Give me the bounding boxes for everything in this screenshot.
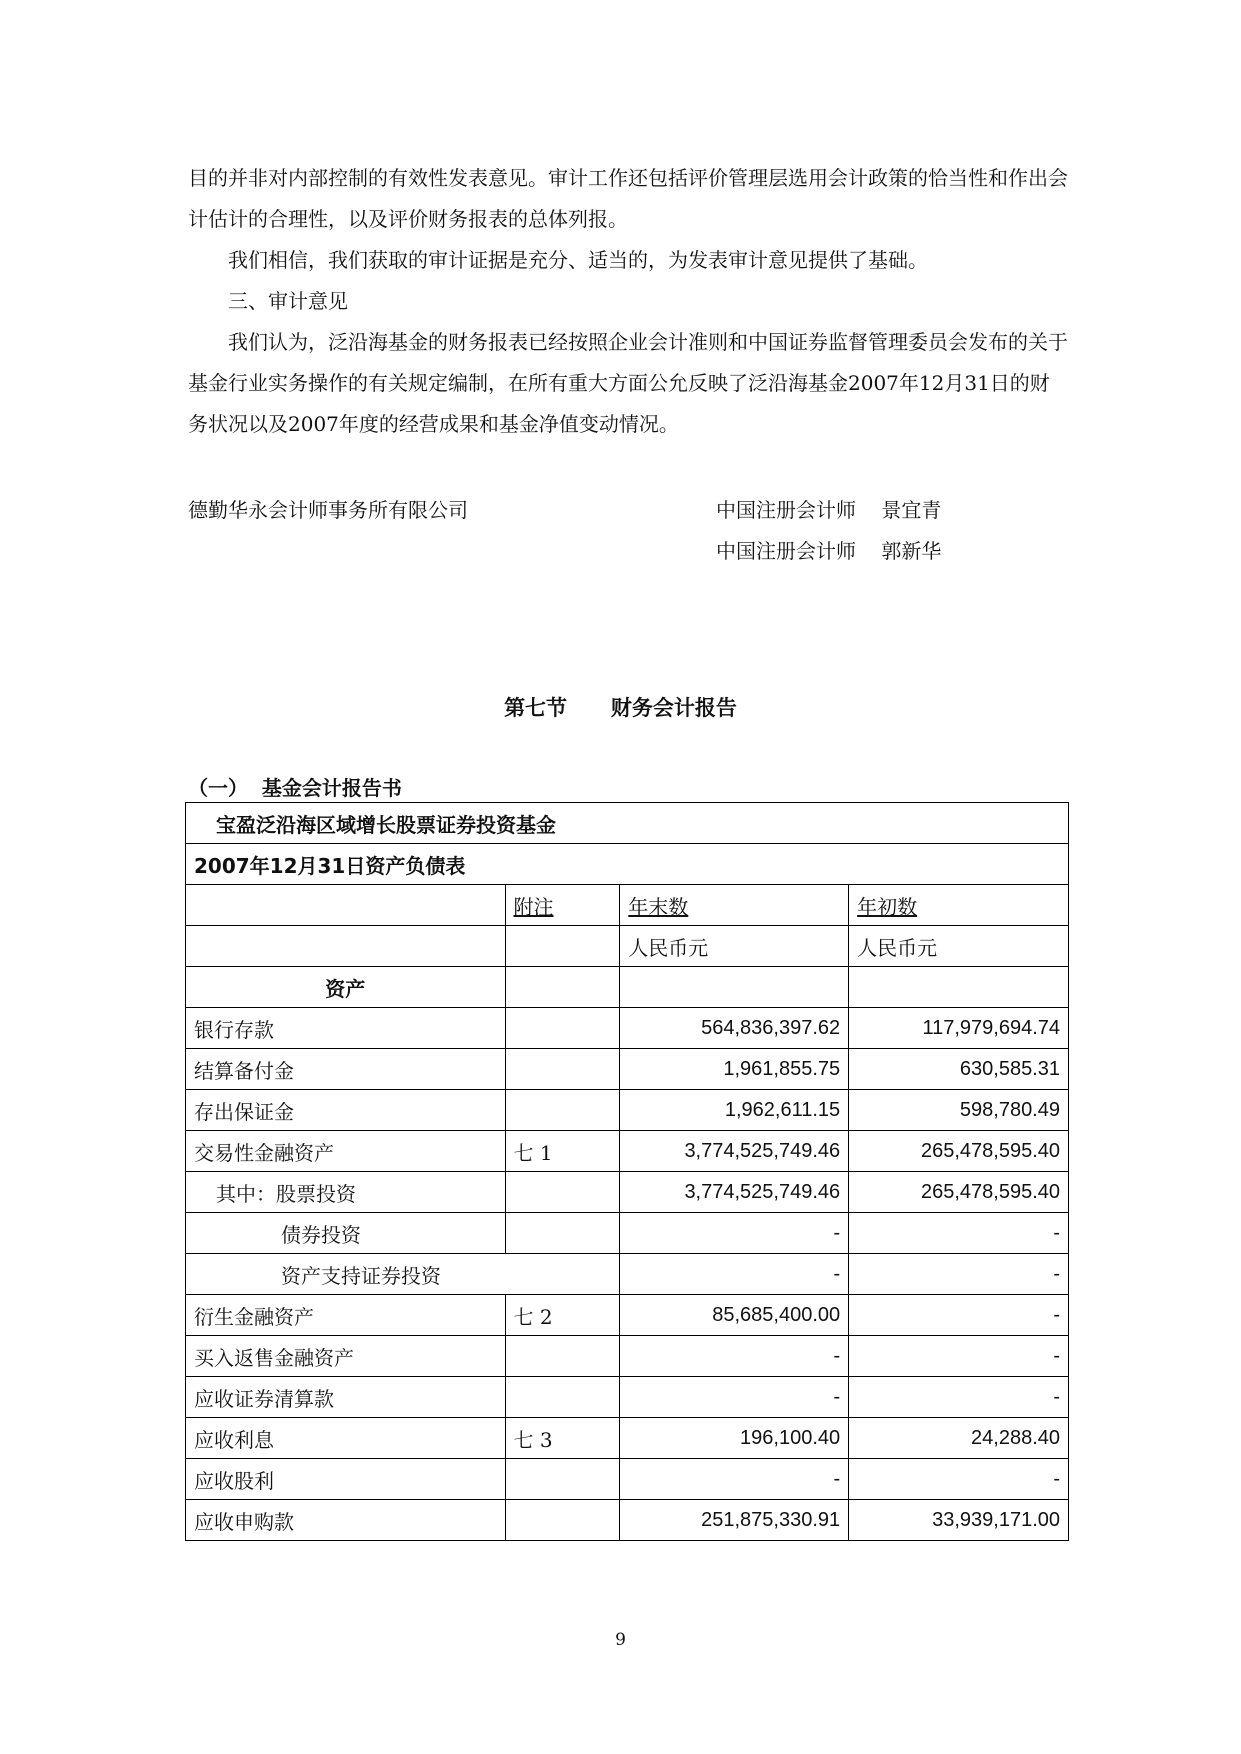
table-section-row [186,967,1069,1008]
row-year-start: - [849,1254,1069,1295]
row-label: 应收申购款 [186,1500,506,1541]
table-row [186,1254,1069,1295]
row-note: 七 2 [505,1295,620,1336]
row-year-start: - [849,1459,1069,1500]
row-year-start: 33,939,171.00 [849,1500,1069,1541]
row-label: 存出保证金 [186,1090,506,1131]
table-row [186,1172,1069,1213]
row-label: 买入返售金融资产 [186,1336,506,1377]
row-year-start: - [849,1377,1069,1418]
header-note: 附注 [513,894,554,919]
cpa-signature-2: 中国注册会计师 郭新华 [716,539,942,563]
table-row [186,1008,1069,1049]
audit-opinion-heading: 三、审计意见 [228,289,348,313]
row-year-start: 265,478,595.40 [849,1172,1069,1213]
row-note [505,1500,620,1541]
row-year-start: 24,288.40 [849,1418,1069,1459]
row-year-start: - [849,1336,1069,1377]
row-label: 结算备付金 [186,1049,506,1090]
row-note: 七 1 [505,1131,620,1172]
row-label: 其中：股票投资 [186,1172,506,1213]
row-label: 银行存款 [186,1008,506,1049]
row-note [505,1213,620,1254]
row-year-end: 85,685,400.00 [620,1295,849,1336]
table-row [186,1213,1069,1254]
row-year-end: - [620,1377,849,1418]
fund-name: 宝盈泛沿海区域增长股票证券投资基金 [186,803,1069,844]
audit-paragraph-scope: 目的并非对内部控制的有效性发表意见。审计工作还包括评价管理层选用会计政策的恰当性和作出会计估计的合理性，以及评价财务报表的总体列报。 [188,166,1068,231]
row-year-end: - [620,1254,849,1295]
row-year-end: - [620,1213,849,1254]
section-title: 第七节 财务会计报告 [504,696,737,720]
cpa-signature-1: 中国注册会计师 景宜青 [716,498,942,522]
header-blank [186,885,506,926]
row-label: 交易性金融资产 [186,1131,506,1172]
table-row [186,1500,1069,1541]
table-row [186,1049,1069,1090]
table-row [186,1336,1069,1377]
table-row [186,1418,1069,1459]
audit-opinion-paragraph: 我们认为，泛沿海基金的财务报表已经按照企业会计准则和中国证券监督管理委员会发布的关于基金行业实务操作的有关规定编制，在所有重大方面公允反映了泛沿海基金2007年12月31日的财务状况以及2007年度的经营成果和基金净值变动情况。 [188,330,1068,436]
row-year-start: 265,478,595.40 [849,1131,1069,1172]
table-currency-row [186,926,1069,967]
row-label: 应收股利 [186,1459,506,1500]
row-year-start: 630,585.31 [849,1049,1069,1090]
row-label: 应收证券清算款 [186,1377,506,1418]
row-year-start: 117,979,694.74 [849,1008,1069,1049]
sheet-title: 2007年12月31日资产负债表 [186,844,1069,885]
row-year-end: 196,100.40 [620,1418,849,1459]
audit-firm-name: 德勤华永会计师事务所有限公司 [188,498,468,522]
row-year-end: 251,875,330.91 [620,1500,849,1541]
table-header-row [186,885,1069,926]
row-note: 七 3 [505,1418,620,1459]
header-year-start: 年初数 [857,894,918,919]
row-note [505,1377,620,1418]
row-year-end: - [620,1459,849,1500]
audit-paragraph-evidence: 我们相信，我们获取的审计证据是充分、适当的，为发表审计意见提供了基础。 [228,248,928,272]
row-note [505,1049,620,1090]
balance-sheet-table [185,802,1069,1541]
currency-year-start: 人民币元 [849,926,1069,967]
row-year-start: - [849,1295,1069,1336]
page-number: 9 [615,1630,626,1650]
row-note [505,1336,620,1377]
row-year-start: - [849,1213,1069,1254]
row-note [505,1172,620,1213]
table-row-fund-name [186,803,1069,844]
table-row [186,1377,1069,1418]
table-row [186,1131,1069,1172]
row-year-end: 1,961,855.75 [620,1049,849,1090]
table-row-sheet-title [186,844,1069,885]
row-label: 债券投资 [186,1213,506,1254]
table-row [186,1090,1069,1131]
currency-year-end: 人民币元 [620,926,849,967]
row-note [505,1008,620,1049]
table-row [186,1459,1069,1500]
row-year-start: 598,780.49 [849,1090,1069,1131]
row-label: 资产支持证券投资 [186,1254,620,1295]
row-year-end: - [620,1336,849,1377]
header-year-end: 年末数 [628,894,689,919]
row-label: 衍生金融资产 [186,1295,506,1336]
sub-title: （一） 基金会计报告书 [188,776,402,800]
row-note [505,1459,620,1500]
row-year-end: 3,774,525,749.46 [620,1131,849,1172]
assets-section-label: 资产 [186,967,506,1008]
row-year-end: 3,774,525,749.46 [620,1172,849,1213]
table-row [186,1295,1069,1336]
row-year-end: 564,836,397.62 [620,1008,849,1049]
row-note [505,1090,620,1131]
row-year-end: 1,962,611.15 [620,1090,849,1131]
row-label: 应收利息 [186,1418,506,1459]
